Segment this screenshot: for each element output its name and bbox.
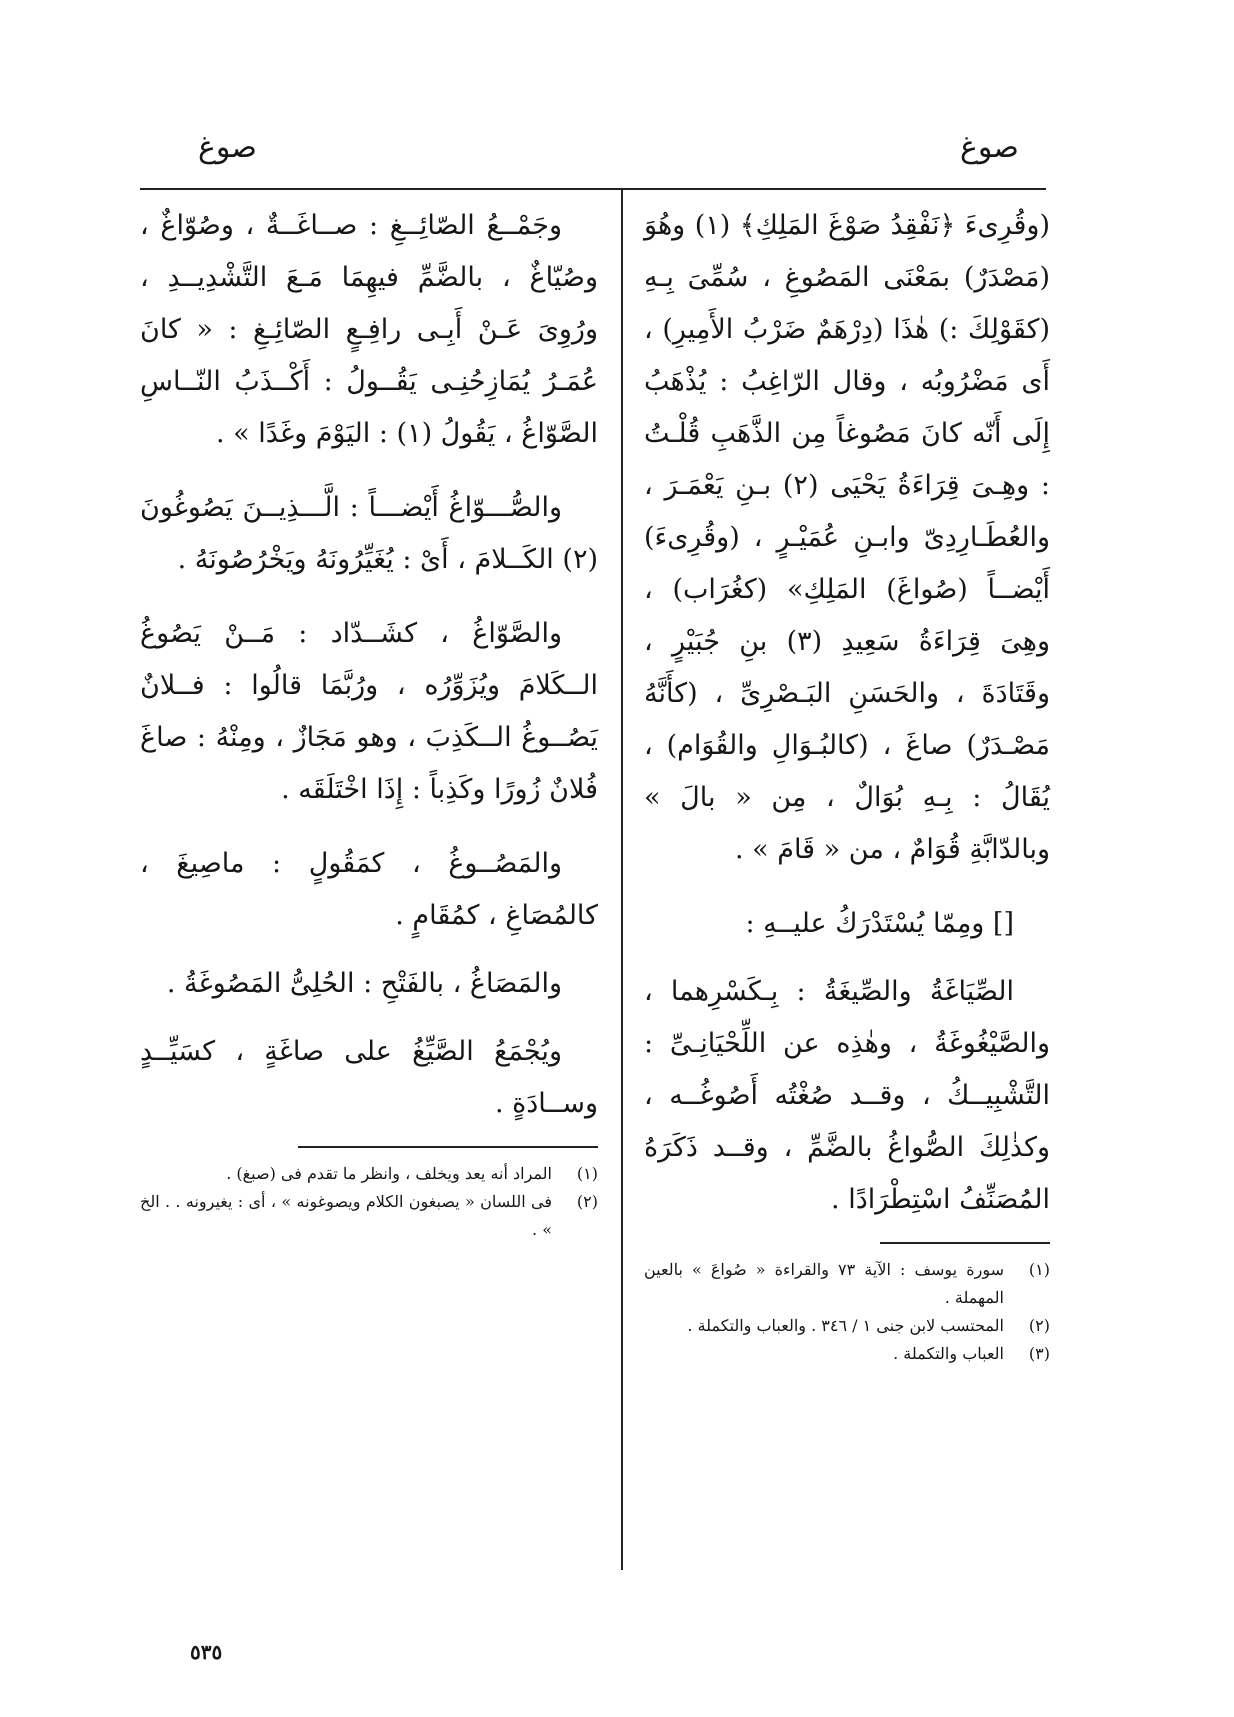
footnote-number: (١) — [576, 1164, 598, 1183]
running-header-right: صوغ — [960, 130, 1019, 165]
footnote-text: المحتسب لابن جنى ١ / ٣٤٦ . والعباب والتكملة . — [687, 1316, 1004, 1335]
footnote — [644, 1312, 1050, 1340]
paragraph: (وقُرِىءَ ﴿نَفْقِدُ صَوْغَ المَلِكِ﴾ (١) وهُوَ (مَصْدَرٌ) بمَعْنَى المَصُوغِ ، سُمِّىَ بِـهِ (كقَوْلِكَ :) هٰذَا (دِرْهَمٌ ضَرْبُ الأَمِيرِ) ، أَى مَضْرُوبُه ، وقال الرّاغِبُ : يُذْهَبُ إِلَى أَنّه كانَ مَصُوغاً مِن الذَّهَبِ قُلْـتُ : وهِـىَ قِرَاءَةُ يَحْيَى (٢) بـنِ يَعْمَـرَ ، والعُطَـارِدِىّ وابـنِ عُمَيْـرٍ ، (وقُرِىءَ) أَيْضــاً (صُواغَ) المَلِكِ» (كغُرَاب) ، وهِىَ قِرَاءَةُ سَعِيدِ (٣) بنِ جُبَيْرٍ ، وقَتَادَةَ ، والحَسَنِ البَـصْرِىِّ ، (كأَنَّهُ مَصْـدَرٌ) صاغَ ، (كالبُـوَالِ والقُوَام) ، يُقَالُ : بِـهِ بُوَالٌ ، مِن « بالَ » وبالدّابَّةِ قُوَامٌ ، من « قَامَ » . — [644, 210, 1051, 865]
paragraph: والصَّوّاغُ ، كشَــدّاد : مَــنْ يَصُوغُ الــكَلامَ ويُزَوِّرُه ، ورُبَّمَا قالُوا : فــلانٌ يَصُــوغُ الــكَذِبَ ، وهو مَجَازٌ ، ومِنْهُ : صاغَ فُلانٌ زُورًا وكَذِباً : إِذَا اخْتَلَقَه . — [140, 618, 598, 805]
footnote — [140, 1160, 598, 1188]
paragraph-mustadrak-heading: [] ومِمّا يُسْتَدْرَكُ عليــهِ : — [745, 908, 1014, 939]
paragraph: والمَصَاغُ ، بالفَتْحِ : الحُلِىُّ المَصُوغَةُ . — [166, 968, 562, 999]
footnote — [644, 1340, 1050, 1368]
page-number: ٥٣٥ — [190, 1640, 223, 1664]
right-column — [644, 200, 1050, 1368]
column-divider — [621, 190, 623, 1570]
paragraph: والصُّـــوّاغُ أَيْضـــاً : الَّـــذِيــنَ يَصُوغُونَ (٢) الكَــلامَ ، أَىْ : يُغَيِّرُونَهُ ويَخْرُصُونَهُ . — [140, 492, 598, 575]
paragraph: والمَصُــوغُ ، كمَقُولٍ : ماصِيغَ ، كالمُصَاغِ ، كمُقَامٍ . — [140, 848, 598, 931]
footnote-text: سورة يوسف : الآية ٧٣ والقراءة « صُواعَ » بالعين المهملة . — [644, 1260, 1004, 1307]
running-header-left: صوغ — [198, 130, 257, 165]
footnote-number: (٣) — [1028, 1344, 1050, 1363]
footnote — [140, 1188, 598, 1244]
footnote-number: (١) — [1028, 1260, 1050, 1279]
left-column — [140, 200, 598, 1244]
footnote — [644, 1256, 1050, 1312]
header-rule — [140, 188, 1046, 190]
paragraph: وجَمْــعُ الصّائِــغِ : صــاغَــةٌ ، وصُوّاغٌ ، وصُيّاغٌ ، بالضَّمِّ فيهِمَا مَـعَ التَّشْدِيــدِ ، ورُوِىَ عَـنْ أَبِـى رافِـعٍ الصّائِـغِ : « كانَ عُمَـرُ يُمَازِحُنِـى يَقُــولُ : أَكْــذَبُ النّــاسِ الصَّوّاغُ ، يَقُولُ (١) : اليَوْمَ وغَدًا » . — [140, 210, 598, 449]
footnote-number: (٢) — [1028, 1316, 1050, 1335]
paragraph: ويُجْمَعُ الصَّيِّغُ على صاغَةٍ ، كسَيِّــدٍ وســادَةٍ . — [140, 1036, 598, 1119]
footnote-rule — [298, 1146, 598, 1148]
footnote-number: (٢) — [576, 1192, 598, 1211]
footnote-rule — [880, 1242, 1050, 1244]
footnote-text: فى اللسان « يصبغون الكلام ويصوغونه » ، أى : يغيرونه . . الخ » . — [140, 1192, 552, 1239]
paragraph: الصِّيَاغَةُ والصِّيغَةُ : بِـكَسْرِهما ، والصَّيْغُوغَةُ ، وهٰذِه عن اللِّحْيَانِـىِّ : التَّشْبِيــكُ ، وقــد صُغْتُه أَصُوغُــه ، وكذٰلِكَ الصُّواغُ بالضَّمِّ ، وقــد ذَكَرَهُ المُصَنِّفُ اسْتِطْرَادًا . — [644, 976, 1050, 1215]
footnote-text: المراد أنه يعد ويخلف ، وانظر ما تقدم فى (صبغ) . — [226, 1164, 552, 1183]
footnote-text: العباب والتكملة . — [893, 1344, 1004, 1363]
